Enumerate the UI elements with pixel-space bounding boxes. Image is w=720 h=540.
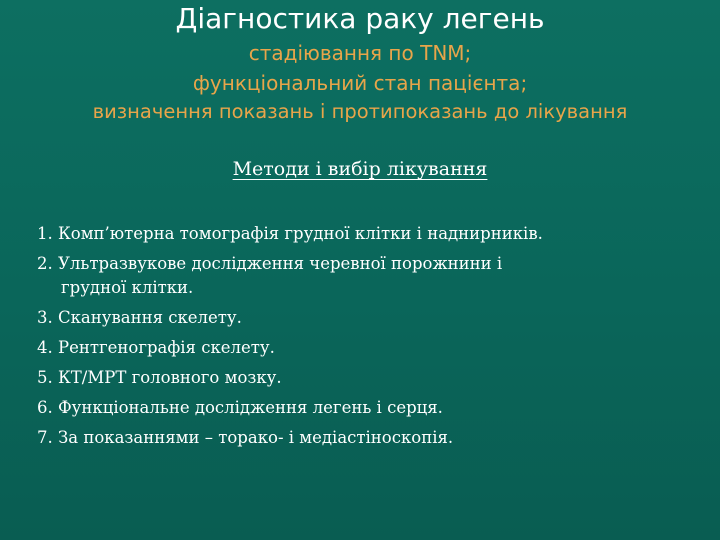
subtitle-indications: визначення показань і протипоказань до лікування: [92, 100, 628, 123]
list-item-continuation: грудної клітки.: [61, 278, 194, 297]
list-item: 4. Рентгенографія скелету.: [37, 338, 275, 357]
list-item: 7. За показаннями – торако- і медіастіноскопія.: [37, 428, 454, 447]
list-item: 3. Сканування скелету.: [37, 308, 242, 327]
methods-list: [37, 219, 697, 453]
section-heading: [0, 158, 720, 180]
list-item: 1. Комп’ютерна томографія грудної клітки і наднирників.: [37, 224, 543, 243]
section-heading-text: Методи і вибір лікування: [232, 158, 488, 180]
slide-title: Діагностика раку легень: [175, 2, 545, 35]
subtitle-tnm-staging: стадіювання по TNM;: [248, 41, 472, 65]
list-item: 6. Функціональне дослідження легень і серця.: [37, 398, 443, 417]
subtitle-functional-state: функціональний стан пацієнта;: [192, 71, 528, 95]
list-item: 5. КТ/МРТ головного мозку.: [37, 368, 282, 387]
list-item: 2. Ультразвукове дослідження черевної порожнини і: [37, 254, 503, 273]
